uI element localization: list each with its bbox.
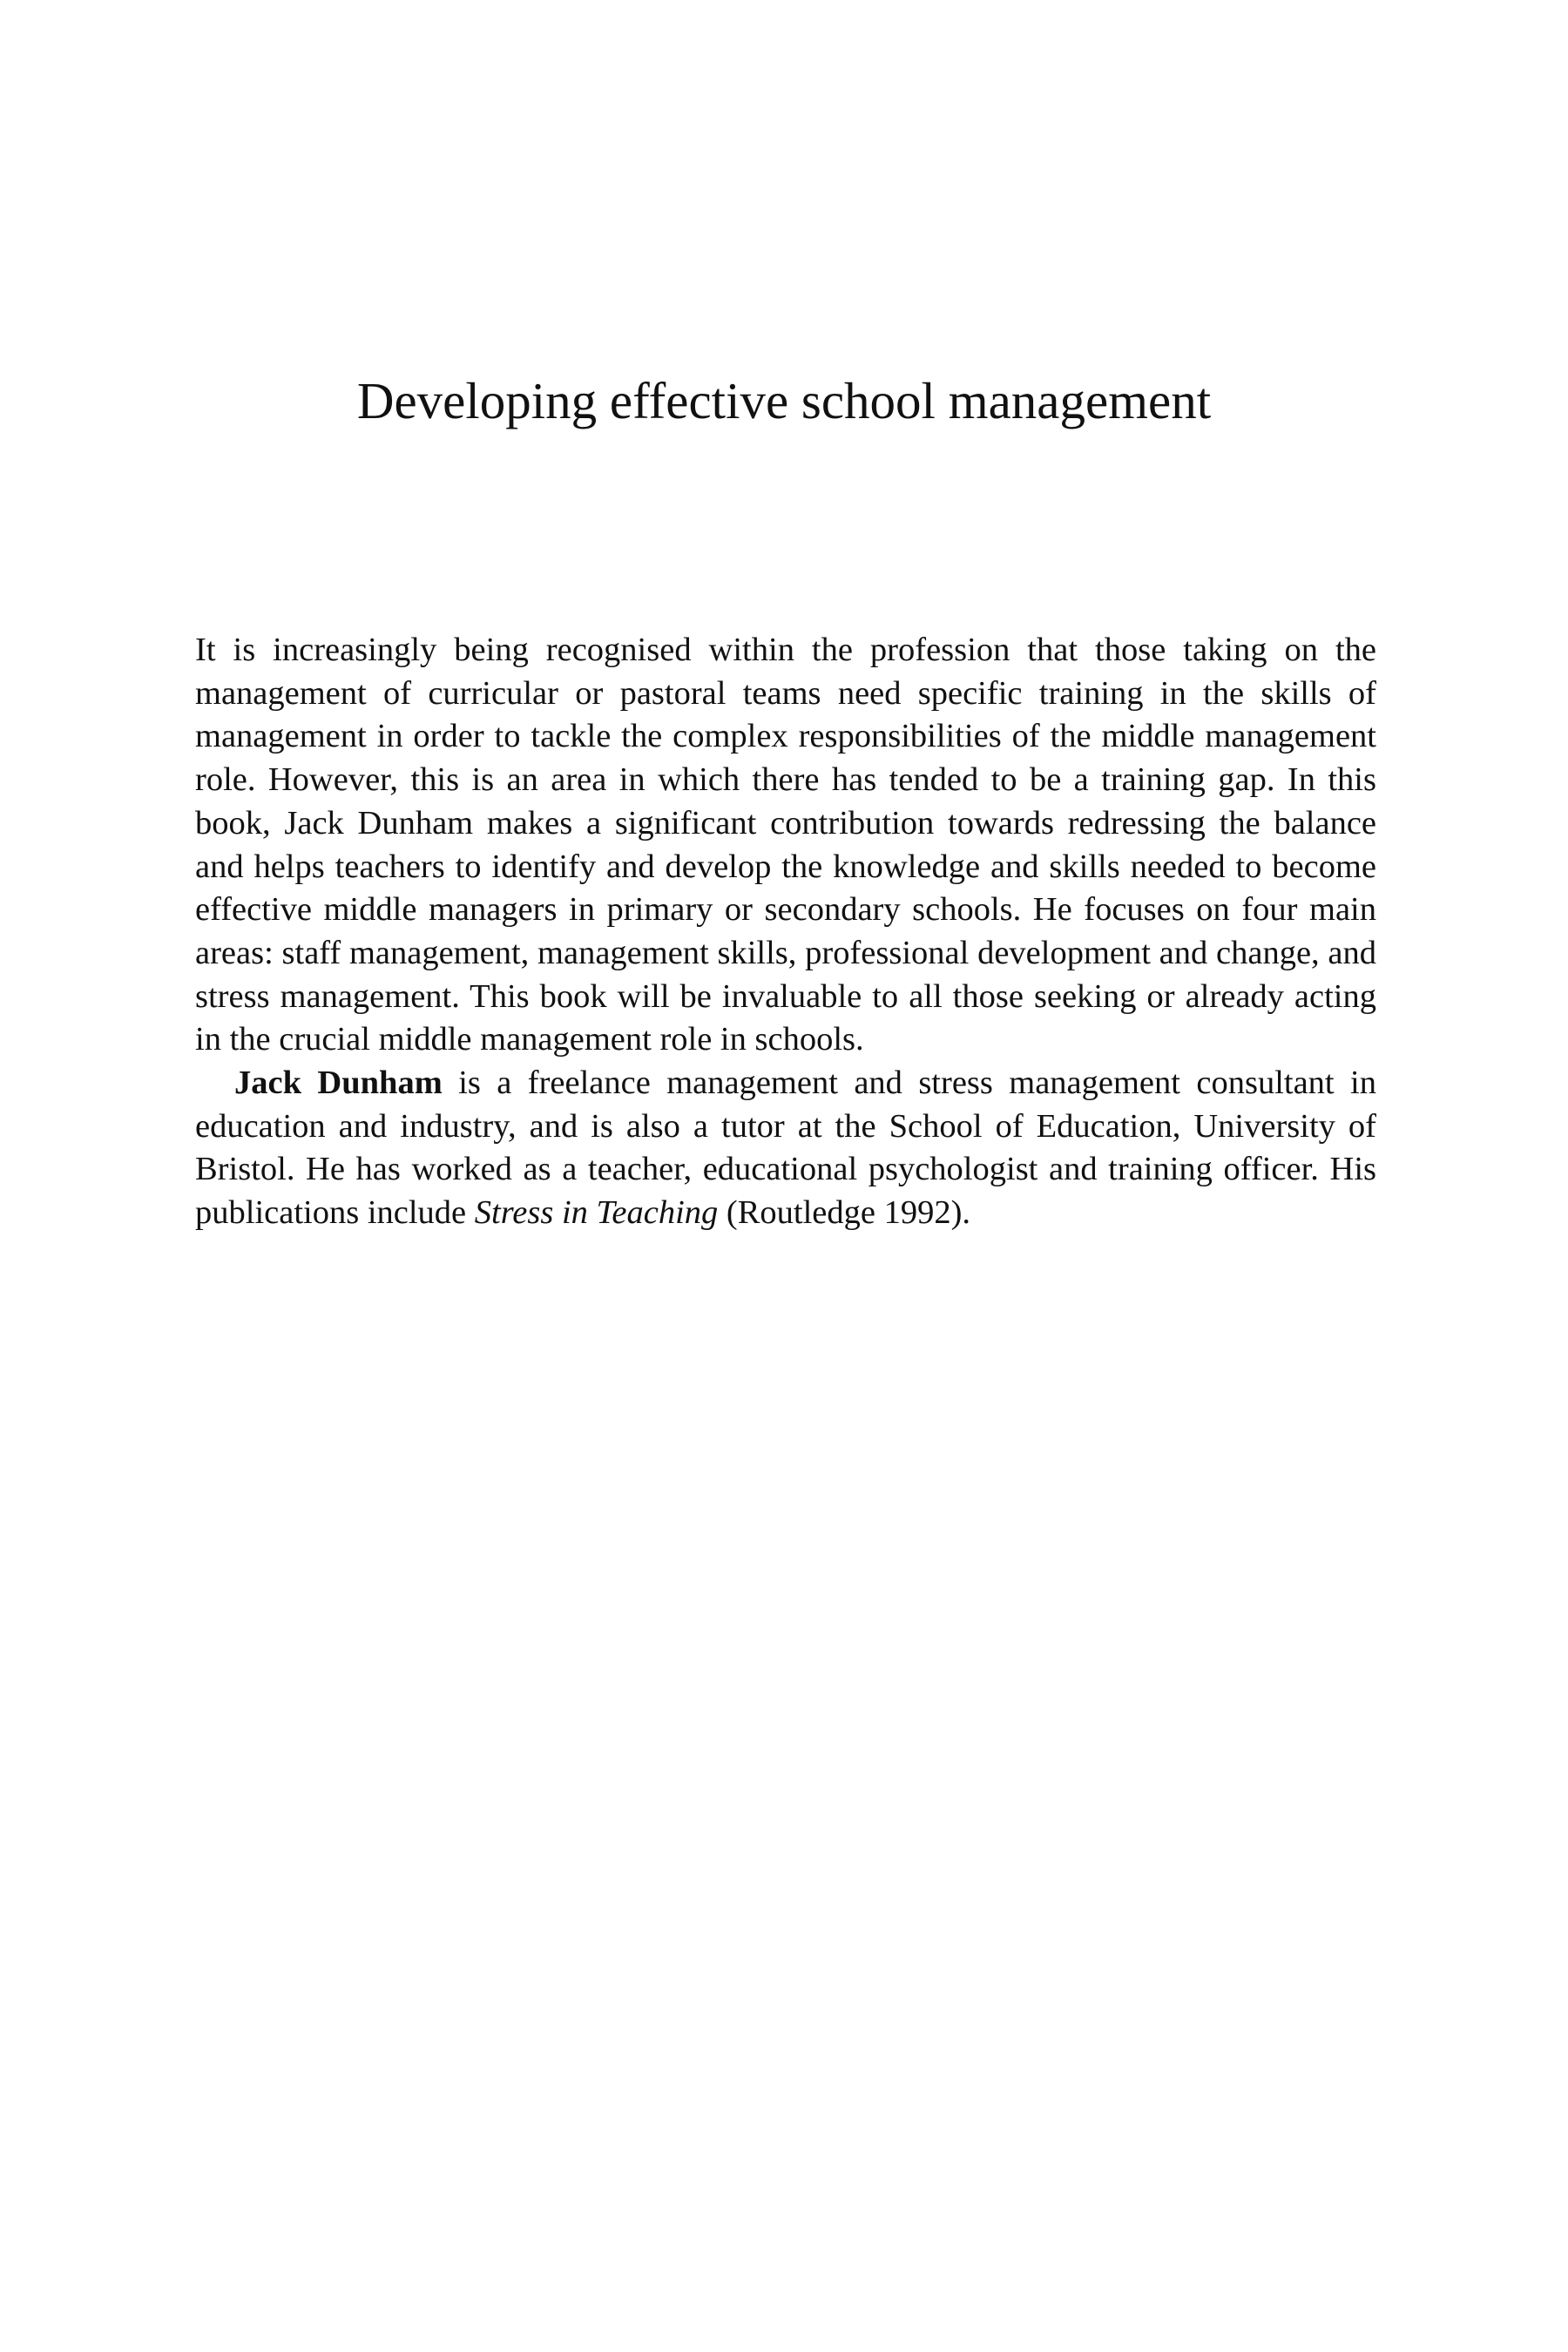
cited-book-title: Stress in Teaching (474, 1194, 719, 1232)
page-title: Developing effective school management (356, 372, 1212, 429)
author-bio-text: is a freelance management and stress management consultant in education and industry, and is also a tutor at the School of Education, University of Bristol. He has worked as a teacher, educational psychologist and training officer. His publications include (195, 1064, 1376, 1232)
cited-book-publisher: (Routledge 1992). (718, 1194, 971, 1232)
description-paragraph: It is increasingly being recognised within the profession that those taking on the management of curricular or pastoral teams need specific training in the skills of management in order to tackle the complex responsibilities of the middle management role. However, this is an area in which there has tended to be a training gap. In this book, Jack Dunham makes a significant contribution towards redressing the balance and helps teachers to identify and develop the knowledge and skills needed to become effective middle managers in primary or secondary schools. He focuses on four main areas: staff management, management skills, professional development and change, and stress management. This book will be invaluable to all those seeking or already acting in the crucial middle management role in schools. (195, 632, 1376, 1058)
blurb-text (195, 629, 1376, 1235)
author-bio-paragraph (195, 1062, 1376, 1235)
author-name: Jack Dunham (234, 1064, 443, 1102)
